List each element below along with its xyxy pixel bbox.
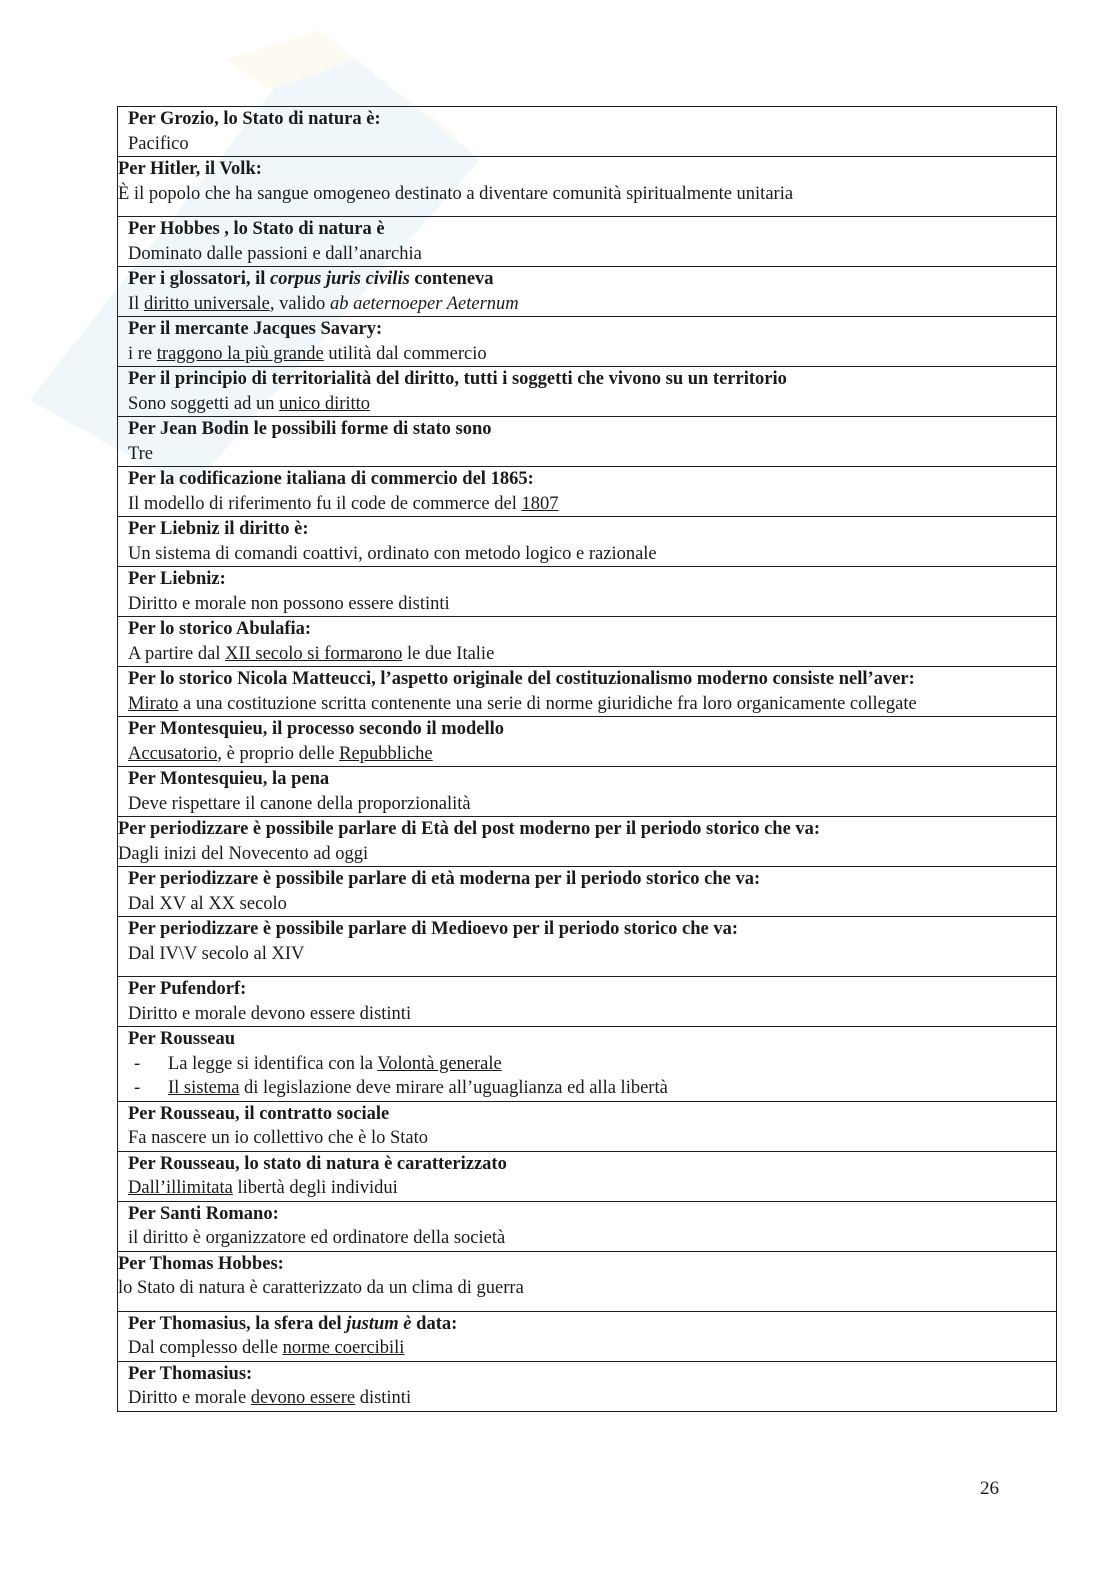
question-text: Per periodizzare è possibile parlare di età moderna per il periodo storico che va: [128, 869, 761, 889]
question-text: Per Santi Romano: [128, 1203, 279, 1224]
answer-text: Tre [128, 443, 154, 464]
answer-text: Sono soggetti ad un unico diritto [128, 393, 371, 414]
question-text: Per i glossatori, il corpus juris civilis conteneva [128, 269, 494, 289]
table-row [118, 817, 1057, 867]
question-text: Per il principio di territorialità del diritto, tutti i soggetti che vivono su un territorio [128, 369, 787, 389]
answer-text: Un sistema di comandi coattivi, ordinato con metodo logico e razionale [128, 543, 657, 564]
table-cell [118, 367, 1057, 417]
table-cell [118, 157, 1057, 217]
answer-text: Diritto e morale devono essere distinti [128, 1388, 412, 1408]
table-cell [118, 317, 1057, 367]
answer-text: Pacifico [128, 133, 189, 154]
table-cell [118, 667, 1057, 717]
answer-text: Fa nascere un io collettivo che è lo Stato [128, 1128, 429, 1148]
question-text: Per Hitler, il Volk: [118, 159, 262, 179]
table-row [118, 867, 1057, 917]
table-row [118, 717, 1057, 767]
question-text: Per Rousseau, il contratto sociale [128, 1103, 390, 1124]
question-text: Per Rousseau [128, 1029, 236, 1049]
answer-text: Dal IV\V secolo al XIV [128, 943, 305, 964]
table-cell [118, 417, 1057, 467]
list-item: - Il sistema di legislazione deve mirare all’uguaglianza ed alla libertà [128, 1076, 1046, 1101]
table-cell [118, 567, 1057, 617]
page-number: 26 [980, 1478, 999, 1499]
question-text: Per Rousseau, lo stato di natura è caratterizzato [128, 1153, 507, 1174]
table-row [118, 1361, 1057, 1411]
table-row [118, 617, 1057, 667]
question-text: Per Pufendorf: [128, 979, 247, 999]
table-row [118, 517, 1057, 567]
table-cell [118, 1151, 1057, 1201]
question-text: Per Thomas Hobbes: [118, 1253, 284, 1274]
table-row [118, 417, 1057, 467]
table-cell [118, 1361, 1057, 1411]
table-row [118, 467, 1057, 517]
answer-text: Dal complesso delle norme coercibili [128, 1338, 405, 1358]
table-cell [118, 217, 1057, 267]
table-cell [118, 1251, 1057, 1311]
answer-text: È il popolo che ha sangue omogeneo destinato a diventare comunità spiritualmente unitaria [118, 183, 794, 204]
answer-text: Diritto e morale non possono essere distinti [128, 593, 450, 614]
qa-table [117, 106, 1057, 1412]
question-text: Per Liebniz: [128, 569, 226, 589]
question-text: Per Grozio, lo Stato di natura è: [128, 109, 381, 129]
table-cell [118, 867, 1057, 917]
question-text: Per la codificazione italiana di commercio del 1865: [128, 469, 534, 489]
table-row [118, 1027, 1057, 1102]
answer-text: Dall’illimitata libertà degli individui [128, 1178, 398, 1198]
table-cell [118, 1201, 1057, 1251]
question-text: Per Thomasius, la sfera del justum è data: [128, 1313, 458, 1334]
answer-text: Dal XV al XX secolo [128, 893, 287, 914]
table-row [118, 367, 1057, 417]
table-row [118, 267, 1057, 317]
question-text: Per lo storico Nicola Matteucci, l’aspetto originale del costituzionalismo moderno consiste nell’aver: [128, 669, 915, 689]
question-text: Per periodizzare è possibile parlare di Età del post moderno per il periodo storico che va: [118, 819, 821, 839]
table-row [118, 1101, 1057, 1151]
table-row [118, 157, 1057, 217]
table-row [118, 567, 1057, 617]
table-cell [118, 977, 1057, 1027]
answer-text: Il diritto universale, valido ab aeternoeper Aeternum [128, 293, 519, 314]
question-text: Per Montesquieu, la pena [128, 769, 330, 789]
table-row [118, 107, 1057, 157]
question-text: Per lo storico Abulafia: [128, 619, 312, 639]
question-text: Per Liebniz il diritto è: [128, 519, 309, 539]
table-cell [118, 1311, 1057, 1361]
table-cell [118, 617, 1057, 667]
table-row [118, 767, 1057, 817]
table-row [118, 917, 1057, 977]
table-row [118, 1151, 1057, 1201]
answer-text: Deve rispettare il canone della proporzionalità [128, 793, 471, 814]
table-row [118, 1311, 1057, 1361]
table-row [118, 217, 1057, 267]
table-cell [118, 1101, 1057, 1151]
answer-text: Diritto e morale devono essere distinti [128, 1003, 412, 1024]
list-item: - La legge si identifica con la Volontà generale [128, 1052, 1046, 1077]
table-row [118, 667, 1057, 717]
question-text: Per periodizzare è possibile parlare di Medioevo per il periodo storico che va: [128, 919, 739, 939]
answer-text: Mirato a una costituzione scritta contenente una serie di norme giuridiche fra loro organicamente collegate [128, 693, 917, 714]
table-cell [118, 267, 1057, 317]
table-row [118, 1201, 1057, 1251]
table-cell [118, 767, 1057, 817]
table-cell [118, 467, 1057, 517]
answer-list [128, 1052, 1046, 1101]
answer-text: i re traggono la più grande utilità dal commercio [128, 343, 487, 364]
question-text: Per Montesquieu, il processo secondo il modello [128, 719, 504, 739]
answer-text: Accusatorio, è proprio delle Repubbliche [128, 743, 433, 764]
answer-text: Dagli inizi del Novecento ad oggi [118, 843, 369, 864]
table-cell [118, 517, 1057, 567]
answer-text: A partire dal XII secolo si formarono le due Italie [128, 643, 495, 664]
table-cell [118, 917, 1057, 977]
table-cell [118, 107, 1057, 157]
table-cell [118, 1027, 1057, 1102]
answer-text: il diritto è organizzatore ed ordinatore della società [128, 1228, 506, 1248]
table-row [118, 977, 1057, 1027]
question-text: Per il mercante Jacques Savary: [128, 319, 383, 339]
question-text: Per Jean Bodin le possibili forme di stato sono [128, 419, 492, 439]
answer-text: lo Stato di natura è caratterizzato da un clima di guerra [118, 1278, 524, 1298]
answer-text: Il modello di riferimento fu il code de commerce del 1807 [128, 493, 559, 514]
question-text: Per Thomasius: [128, 1363, 253, 1384]
table-cell [118, 817, 1057, 867]
table-cell [118, 717, 1057, 767]
question-text: Per Hobbes , lo Stato di natura è [128, 219, 385, 239]
answer-text: Dominato dalle passioni e dall’anarchia [128, 243, 422, 264]
table-row [118, 317, 1057, 367]
table-row [118, 1251, 1057, 1311]
